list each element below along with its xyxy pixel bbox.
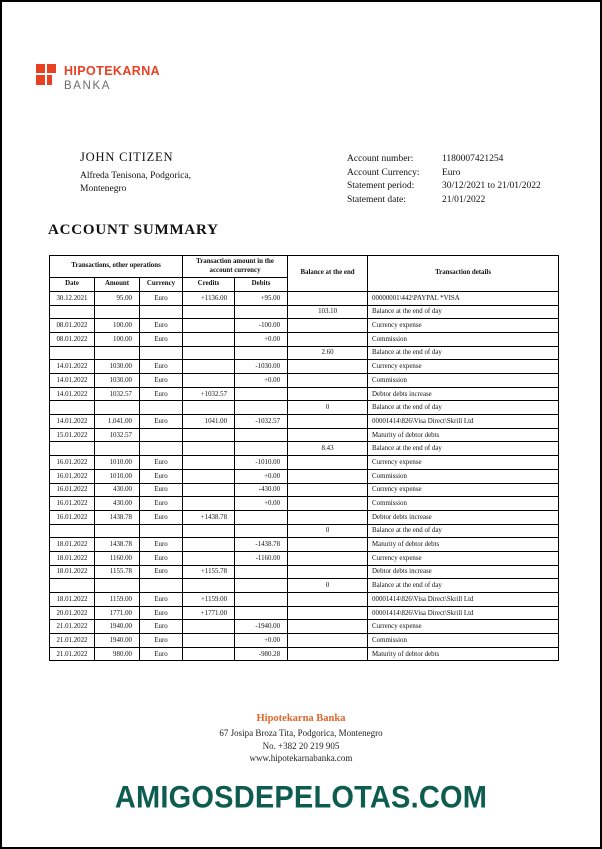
cell-debits: -1010.00 [235, 456, 288, 470]
cell-credits [183, 332, 235, 346]
cell-date: 08.01.2022 [50, 332, 95, 346]
cell-currency: Euro [140, 634, 183, 648]
table-row [50, 579, 559, 593]
cell-debits: -430.00 [235, 483, 288, 497]
cell-currency [140, 442, 183, 456]
cell-currency: Euro [140, 510, 183, 524]
statement-date-row [347, 194, 541, 208]
cell-details: Currency expense [368, 360, 559, 374]
cell-debits: +0.00 [235, 469, 288, 483]
cell-date: 14.01.2022 [50, 415, 95, 429]
table-row [50, 360, 559, 374]
footer-website: www.hipotekarnabanka.com [249, 753, 353, 763]
account-currency-row [347, 167, 541, 181]
customer-name: JOHN CITIZEN [80, 150, 174, 164]
table-row [50, 483, 559, 497]
cell-balance [288, 374, 368, 388]
cell-credits [183, 456, 235, 470]
statement-footer [2, 713, 600, 765]
table-row [50, 332, 559, 346]
cell-date: 18.01.2022 [50, 593, 95, 607]
cell-date: 18.01.2022 [50, 551, 95, 565]
cell-debits: -980.28 [235, 647, 288, 661]
cell-date: 21.01.2022 [50, 647, 95, 661]
statement-table-body [50, 291, 559, 661]
cell-debits [235, 510, 288, 524]
cell-amount [95, 524, 140, 538]
cell-amount: 1771.00 [95, 606, 140, 620]
statement-table [49, 255, 559, 661]
cell-debits [235, 579, 288, 593]
statement-period-value: 30/12/2021 to 21/01/2022 [442, 181, 541, 191]
cell-debits: +0.00 [235, 634, 288, 648]
cell-credits [183, 579, 235, 593]
header-amount: Amount [95, 278, 140, 292]
cell-amount: 1940.00 [95, 620, 140, 634]
table-row [50, 442, 559, 456]
cell-debits [235, 593, 288, 607]
cell-details: Balance at the end of day [368, 346, 559, 360]
cell-amount: 1159.00 [95, 593, 140, 607]
cell-currency: Euro [140, 483, 183, 497]
account-currency-label: Account Currency: [347, 167, 420, 178]
cell-debits: +0.00 [235, 374, 288, 388]
header-account-currency: Transaction amount in the account currency [183, 256, 288, 278]
cell-balance [288, 634, 368, 648]
cell-currency [140, 401, 183, 415]
cell-date [50, 401, 95, 415]
cell-currency: Euro [140, 551, 183, 565]
cell-debits [235, 524, 288, 538]
cell-details: Commission [368, 374, 559, 388]
cell-date: 16.01.2022 [50, 469, 95, 483]
cell-amount: 95.00 [95, 291, 140, 305]
cell-currency: Euro [140, 469, 183, 483]
cell-currency: Euro [140, 374, 183, 388]
bank-logo-icon [36, 64, 57, 92]
cell-credits: +1136.00 [183, 291, 235, 305]
cell-details: 00001414\826\Visa Direct\Skrill Ltd [368, 606, 559, 620]
cell-date: 16.01.2022 [50, 510, 95, 524]
table-row [50, 497, 559, 511]
cell-credits: +1771.00 [183, 606, 235, 620]
header-date: Date [50, 278, 95, 292]
cell-debits: -1438.78 [235, 538, 288, 552]
cell-amount [95, 346, 140, 360]
cell-debits: +0.00 [235, 497, 288, 511]
cell-credits [183, 374, 235, 388]
cell-details: Debtor debts increase [368, 387, 559, 401]
cell-debits: +95.00 [235, 291, 288, 305]
cell-debits: -1032.57 [235, 415, 288, 429]
header-credits: Credits [183, 278, 235, 292]
table-row [50, 510, 559, 524]
cell-balance: 8.43 [288, 442, 368, 456]
cell-credits [183, 497, 235, 511]
cell-currency [140, 346, 183, 360]
cell-currency: Euro [140, 415, 183, 429]
footer-address: 67 Josipa Broza Tita, Podgorica, Montenegro [219, 728, 383, 738]
statement-period-label: Statement period: [347, 181, 415, 191]
cell-date [50, 524, 95, 538]
cell-details: Balance at the end of day [368, 401, 559, 415]
cell-date: 16.01.2022 [50, 483, 95, 497]
cell-amount: 1160.00 [95, 551, 140, 565]
cell-date: 18.01.2022 [50, 538, 95, 552]
cell-currency: Euro [140, 360, 183, 374]
table-row [50, 647, 559, 661]
table-row [50, 620, 559, 634]
cell-credits [183, 305, 235, 319]
table-row [50, 565, 559, 579]
cell-debits: -1940.00 [235, 620, 288, 634]
cell-amount: 1032.57 [95, 428, 140, 442]
cell-debits [235, 442, 288, 456]
page-title: ACCOUNT SUMMARY [48, 222, 219, 238]
cell-amount: 1030.00 [95, 360, 140, 374]
statement-table-header [50, 256, 559, 292]
bank-logo-text [64, 64, 160, 92]
cell-balance [288, 387, 368, 401]
cell-credits: +1438.78 [183, 510, 235, 524]
cell-details: Maturity of debtor debts [368, 428, 559, 442]
header-group-row [50, 256, 559, 278]
cell-balance: 0 [288, 401, 368, 415]
table-row [50, 456, 559, 470]
cell-currency: Euro [140, 565, 183, 579]
cell-date: 16.01.2022 [50, 456, 95, 470]
cell-amount [95, 579, 140, 593]
cell-balance [288, 456, 368, 470]
cell-currency: Euro [140, 332, 183, 346]
cell-credits [183, 647, 235, 661]
cell-balance [288, 483, 368, 497]
cell-currency: Euro [140, 620, 183, 634]
cell-date: 30.12.2021 [50, 291, 95, 305]
cell-amount: 1155.78 [95, 565, 140, 579]
cell-balance [288, 469, 368, 483]
table-row [50, 524, 559, 538]
footer-phone: No. +382 20 219 905 [262, 740, 340, 751]
cell-balance [288, 565, 368, 579]
cell-balance [288, 497, 368, 511]
cell-currency: Euro [140, 593, 183, 607]
cell-details: Debtor debts increase [368, 510, 559, 524]
customer-address-line1: Alfreda Tenisona, Podgorica, [80, 171, 192, 181]
cell-credits [183, 483, 235, 497]
cell-credits: +1032.57 [183, 387, 235, 401]
cell-amount: 980.00 [95, 647, 140, 661]
cell-details: Currency expense [368, 319, 559, 333]
cell-balance: 103.10 [288, 305, 368, 319]
bank-logo [36, 64, 160, 92]
cell-date: 21.01.2022 [50, 634, 95, 648]
cell-credits [183, 346, 235, 360]
account-number-value: 1180007421254 [442, 154, 504, 164]
table-row [50, 593, 559, 607]
cell-date [50, 346, 95, 360]
cell-credits [183, 538, 235, 552]
cell-currency: Euro [140, 647, 183, 661]
table-row [50, 634, 559, 648]
cell-amount: 1032.57 [95, 387, 140, 401]
table-row [50, 606, 559, 620]
cell-details: Balance at the end of day [368, 524, 559, 538]
cell-amount [95, 401, 140, 415]
table-row [50, 415, 559, 429]
header-currency: Currency [140, 278, 183, 292]
cell-amount: 100.00 [95, 319, 140, 333]
cell-credits [183, 360, 235, 374]
cell-currency [140, 428, 183, 442]
cell-credits [183, 634, 235, 648]
cell-credits: +1159.00 [183, 593, 235, 607]
cell-details: Balance at the end of day [368, 305, 559, 319]
cell-balance: 0 [288, 524, 368, 538]
cell-details: Currency expense [368, 620, 559, 634]
table-row [50, 538, 559, 552]
cell-balance [288, 606, 368, 620]
cell-date [50, 579, 95, 593]
cell-currency: Euro [140, 319, 183, 333]
cell-balance [288, 332, 368, 346]
footer-bank-name: Hipotekarna Banka [256, 713, 346, 724]
cell-currency: Euro [140, 456, 183, 470]
account-number-row [347, 153, 541, 167]
cell-credits [183, 442, 235, 456]
cell-currency: Euro [140, 387, 183, 401]
table-row [50, 469, 559, 483]
table-row [50, 551, 559, 565]
cell-date: 20.01.2022 [50, 606, 95, 620]
cell-credits [183, 524, 235, 538]
cell-debits [235, 565, 288, 579]
cell-amount: 430.00 [95, 497, 140, 511]
cell-date: 08.01.2022 [50, 319, 95, 333]
account-number-label: Account number: [347, 154, 414, 164]
header-balance: Balance at the end [288, 256, 368, 292]
table-row [50, 387, 559, 401]
cell-details: Commission [368, 634, 559, 648]
account-info-block [347, 153, 541, 207]
cell-balance [288, 360, 368, 374]
table-row [50, 305, 559, 319]
cell-balance [288, 538, 368, 552]
cell-details: Commission [368, 332, 559, 346]
cell-balance [288, 291, 368, 305]
cell-currency: Euro [140, 606, 183, 620]
table-row [50, 428, 559, 442]
cell-details: Currency expense [368, 551, 559, 565]
table-row [50, 319, 559, 333]
cell-date: 15.01.2022 [50, 428, 95, 442]
cell-currency [140, 524, 183, 538]
cell-amount: 1940.00 [95, 634, 140, 648]
cell-balance [288, 620, 368, 634]
cell-amount: 1438.78 [95, 510, 140, 524]
cell-date: 16.01.2022 [50, 497, 95, 511]
cell-currency: Euro [140, 497, 183, 511]
bank-name: HIPOTEKARNA [64, 64, 161, 78]
statement-period-row [347, 180, 541, 194]
cell-balance [288, 593, 368, 607]
header-debits: Debits [235, 278, 288, 292]
cell-debits [235, 305, 288, 319]
cell-details: Commission [368, 469, 559, 483]
cell-credits [183, 319, 235, 333]
cell-debits: -1030.00 [235, 360, 288, 374]
cell-balance [288, 510, 368, 524]
cell-date: 14.01.2022 [50, 360, 95, 374]
cell-amount: 1010.00 [95, 456, 140, 470]
statement-date-label: Statement date: [347, 194, 406, 205]
cell-details: Currency expense [368, 456, 559, 470]
statement-date-value: 21/01/2022 [442, 194, 486, 205]
table-row [50, 401, 559, 415]
cell-details: Debtor debts increase [368, 565, 559, 579]
cell-credits [183, 551, 235, 565]
cell-details: Maturity of debtor debts [368, 538, 559, 552]
cell-debits: -1160.00 [235, 551, 288, 565]
table-row [50, 291, 559, 305]
cell-details: 00001414\826\Visa Direct\Skrill Ltd [368, 593, 559, 607]
cell-credits [183, 469, 235, 483]
cell-details: Balance at the end of day [368, 579, 559, 593]
cell-date: 18.01.2022 [50, 565, 95, 579]
cell-credits [183, 428, 235, 442]
cell-currency: Euro [140, 538, 183, 552]
cell-debits [235, 387, 288, 401]
cell-amount: 1030.00 [95, 374, 140, 388]
cell-balance [288, 428, 368, 442]
cell-balance [288, 551, 368, 565]
table-row [50, 346, 559, 360]
cell-amount: 430.00 [95, 483, 140, 497]
cell-currency [140, 579, 183, 593]
cell-debits [235, 606, 288, 620]
cell-details: Balance at the end of day [368, 442, 559, 456]
cell-date [50, 442, 95, 456]
bank-name-sub: BANKA [64, 80, 111, 92]
cell-date: 14.01.2022 [50, 374, 95, 388]
cell-amount: 1.041.00 [95, 415, 140, 429]
cell-amount: 100.00 [95, 332, 140, 346]
cell-details: 00000001\442\PAYPAL *VISA [368, 291, 559, 305]
cell-credits [183, 401, 235, 415]
cell-balance: 2.60 [288, 346, 368, 360]
cell-debits [235, 401, 288, 415]
cell-currency [140, 305, 183, 319]
cell-details: Maturity of debtor debts [368, 647, 559, 661]
cell-details: Currency expense [368, 483, 559, 497]
cell-balance [288, 319, 368, 333]
cell-date: 14.01.2022 [50, 387, 95, 401]
cell-debits: +0.00 [235, 332, 288, 346]
cell-currency: Euro [140, 291, 183, 305]
cell-balance [288, 647, 368, 661]
watermark-text: AMIGOSDEPELOTAS.COM [114, 780, 488, 816]
cell-amount: 1438.78 [95, 538, 140, 552]
cell-details: 00001414\826\Visa Direct\Skrill Ltd [368, 415, 559, 429]
cell-debits [235, 428, 288, 442]
cell-balance [288, 415, 368, 429]
cell-debits: -100.00 [235, 319, 288, 333]
cell-amount [95, 442, 140, 456]
cell-amount [95, 305, 140, 319]
cell-amount: 1010.00 [95, 469, 140, 483]
cell-debits [235, 346, 288, 360]
customer-block [80, 150, 191, 196]
cell-balance: 0 [288, 579, 368, 593]
cell-date [50, 305, 95, 319]
cell-details: Commission [368, 497, 559, 511]
customer-address-line2: Montenegro [80, 184, 127, 194]
cell-credits: +1155.78 [183, 565, 235, 579]
account-currency-value: Euro [442, 167, 461, 178]
cell-credits [183, 620, 235, 634]
table-row [50, 374, 559, 388]
cell-credits: 1041.00 [183, 415, 235, 429]
header-operations: Transactions, other operations [50, 256, 183, 278]
cell-date: 21.01.2022 [50, 620, 95, 634]
header-details: Transaction details [368, 256, 559, 292]
